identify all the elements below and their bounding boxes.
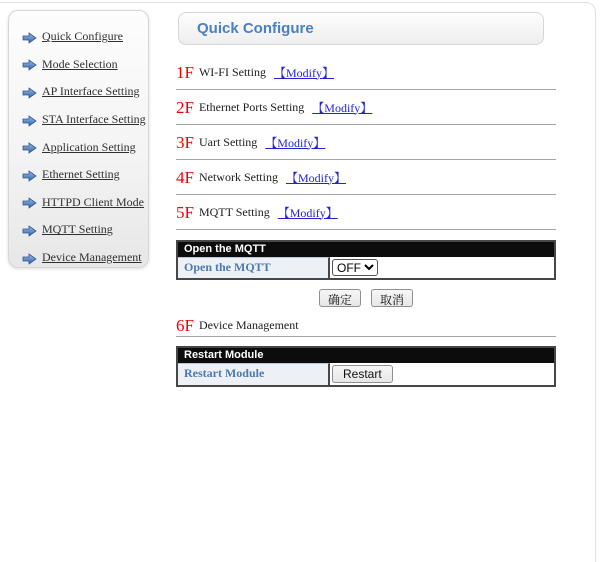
modify-link-mqtt[interactable]: 【Modify】 — [277, 205, 338, 220]
sidebar-item-mqtt-setting — [22, 216, 148, 244]
table-row — [178, 363, 554, 385]
button-bar — [176, 289, 556, 307]
floor-row-2f — [176, 90, 556, 125]
ok-button[interactable]: 确定 — [319, 289, 361, 307]
modify-link-wifi[interactable]: 【Modify】 — [273, 65, 334, 80]
cancel-button[interactable]: 取消 — [371, 289, 413, 307]
floor-label: WI-FI Setting — [198, 64, 266, 79]
restart-module-row-value — [330, 363, 554, 385]
sidebar-link-mode-selection[interactable]: Mode Selection — [42, 56, 118, 71]
arrow-icon — [22, 224, 37, 236]
floor-row-4f — [176, 160, 556, 195]
floor-number: 1F — [176, 62, 194, 82]
table-row — [178, 257, 554, 278]
sidebar-item-ethernet-setting — [22, 161, 148, 189]
sidebar-link-httpd-client-mode[interactable]: HTTPD Client Mode — [42, 194, 144, 209]
modify-link-network[interactable]: 【Modify】 — [285, 170, 346, 185]
sidebar-link-mqtt-setting[interactable]: MQTT Setting — [42, 222, 113, 237]
modify-link-uart[interactable]: 【Modify】 — [265, 135, 326, 150]
restart-module-row-label: Restart Module — [178, 363, 330, 385]
arrow-icon — [22, 141, 37, 153]
arrow-icon — [22, 252, 37, 264]
sidebar-item-application-setting — [22, 133, 148, 161]
arrow-icon — [22, 196, 37, 208]
floor-row-5f — [176, 195, 556, 230]
floor-label: MQTT Setting — [198, 204, 270, 219]
restart-module-table — [176, 346, 556, 387]
floor-number: 4F — [176, 167, 194, 187]
sidebar-link-device-management[interactable]: Device Management — [42, 250, 142, 265]
arrow-icon — [22, 86, 37, 98]
floor-label: Ethernet Ports Setting — [198, 99, 305, 114]
floor-label: Device Management — [198, 318, 299, 332]
sidebar-link-application-setting[interactable]: Application Setting — [42, 139, 136, 154]
floor-number: 3F — [176, 132, 194, 152]
floor-number: 6F — [176, 316, 194, 335]
main-header-panel — [178, 12, 544, 45]
sidebar-item-sta-interface-setting — [22, 106, 148, 134]
floor-label: Uart Setting — [198, 134, 258, 149]
open-mqtt-select[interactable] — [332, 259, 378, 276]
sidebar-item-httpd-client-mode — [22, 189, 148, 217]
arrow-icon — [22, 58, 37, 70]
restart-module-table-header: Restart Module — [178, 348, 554, 363]
sidebar-link-quick-configure[interactable]: Quick Configure — [42, 29, 123, 44]
arrow-icon — [22, 114, 37, 126]
floor-label: Network Setting — [198, 169, 278, 184]
sidebar-item-quick-configure — [22, 23, 148, 51]
sidebar-link-ap-interface-setting[interactable]: AP Interface Setting — [42, 84, 140, 99]
sidebar-item-ap-interface-setting — [22, 78, 148, 106]
sidebar-link-ethernet-setting[interactable]: Ethernet Setting — [42, 167, 120, 182]
floor-row-3f — [176, 125, 556, 160]
page-title: Quick Configure — [197, 20, 314, 37]
restart-button[interactable]: Restart — [332, 365, 393, 383]
sidebar-item-mode-selection — [22, 51, 148, 79]
arrow-icon — [22, 169, 37, 181]
modify-link-ethernet-ports[interactable]: 【Modify】 — [312, 100, 373, 115]
floor-row-1f — [176, 55, 556, 90]
open-mqtt-table — [176, 240, 556, 280]
sidebar-link-sta-interface-setting[interactable]: STA Interface Setting — [42, 112, 146, 127]
open-mqtt-row-label: Open the MQTT — [178, 257, 330, 278]
sidebar-item-device-management — [22, 244, 148, 272]
floor-row-6f — [176, 315, 556, 337]
open-mqtt-row-value — [330, 257, 554, 278]
main-content — [176, 55, 556, 387]
open-mqtt-table-header: Open the MQTT — [178, 242, 554, 257]
sidebar — [8, 10, 149, 268]
floor-number: 2F — [176, 97, 194, 117]
arrow-icon — [22, 31, 37, 43]
floor-number: 5F — [176, 202, 194, 222]
